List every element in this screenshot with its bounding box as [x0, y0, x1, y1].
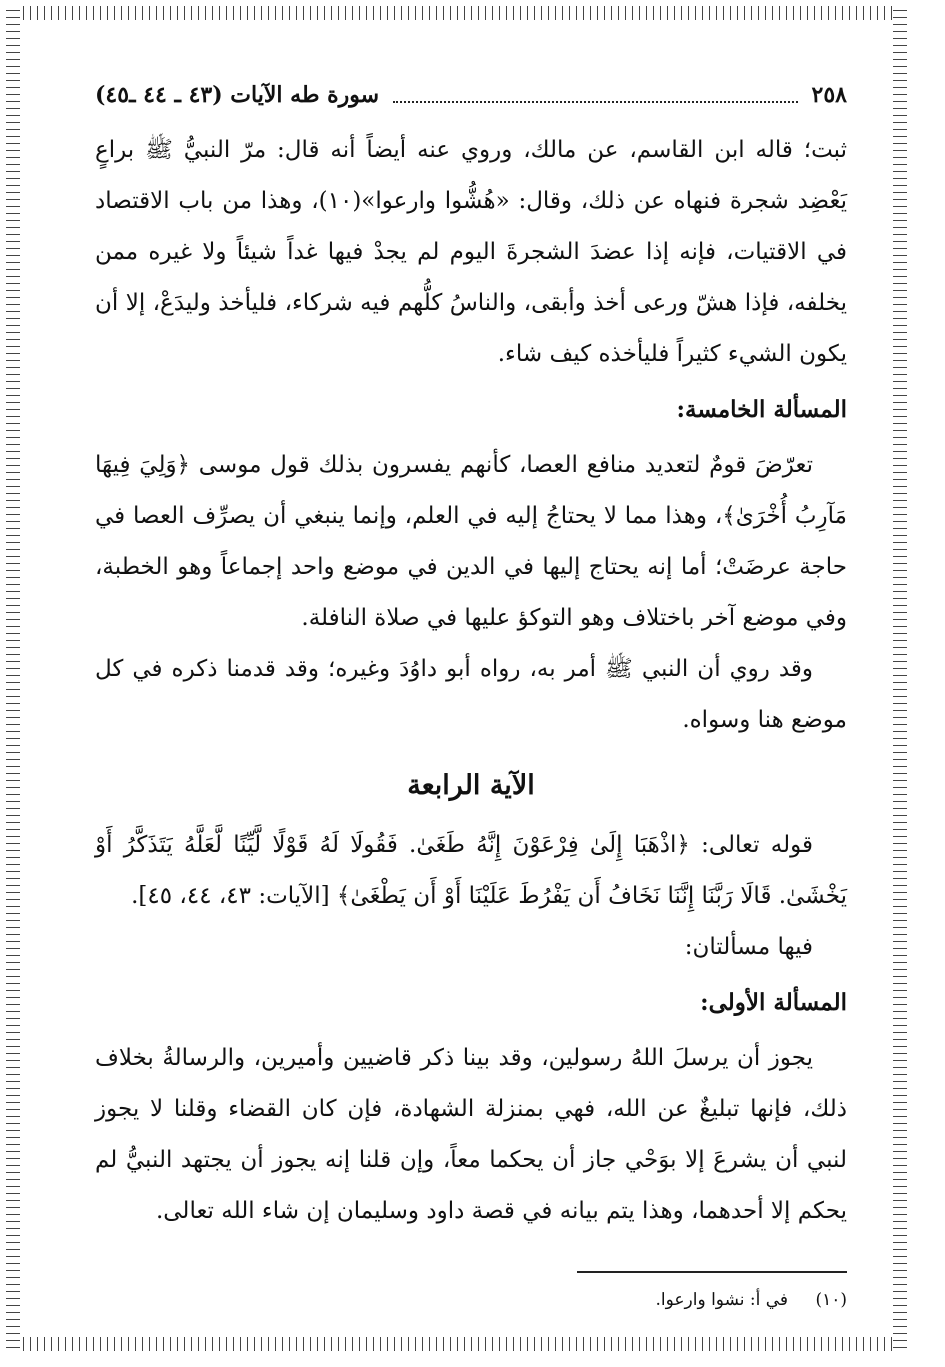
page-number: ٢٥٨ [811, 82, 847, 108]
footnote-text: في أ: نشوا وارعوا. [655, 1290, 789, 1310]
border-bottom-ornament [6, 1337, 907, 1351]
running-title: سورة طه الآيات (٤٣ ـ ٤٤ ـ٤٥) [95, 82, 380, 108]
header-dot-leader [393, 87, 797, 103]
footnote-separator [577, 1271, 847, 1273]
paragraph-4: قوله تعالى: ﴿اذْهَبَا إِلَىٰ فِرْعَوْنَ إِنَّهُ طَغَىٰ. فَقُولَا لَهُ قَوْلًا لَّيِّنًا لَّعَلَّهُ يَتَذَكَّرُ أَوْ يَخْشَىٰ. قَالَا رَبَّنَا إِنَّنَا نَخَافُ أَن يَفْرُطَ عَلَيْنَا أَوْ أَن يَطْغَىٰ﴾ [الآيات: ٤٣، ٤٤، ٤٥]. [95, 832, 847, 909]
running-header [95, 75, 847, 115]
paragraph-2: تعرّضَ قومٌ لتعديد منافع العصا، كأنهم يفسرون بذلك قول موسى ﴿وَلِيَ فِيهَا مَآرِبُ أُخْرَىٰ﴾، وهذا مما لا يحتاجُ إليه في العلم، وإنما ينبغي أن يصرِّف العصا في حاجة عرضَتْ؛ أما إنه يحتاج إليها في الدين في موضع واحد إجماعاً وهو الخطبة، وفي موضع آخر باختلاف وهو التوكؤ عليها في صلاة النافلة. [95, 452, 847, 631]
border-top-ornament [6, 6, 907, 20]
section-title: الآية الرابعة [407, 770, 535, 801]
footnote-number: (١٠) [815, 1290, 847, 1310]
paragraph-3: وقد روي أن النبي ﷺ أمر به، رواه أبو داوُدَ وغيره؛ وقد قدمنا ذكره في كل موضع هنا وسواه. [95, 656, 847, 733]
paragraph-6: يجوز أن يرسلَ اللهُ رسولين، وقد بينا ذكر قاضيين وأميرين، والرسالةُ بخلاف ذلك، فإنها تبليغٌ عن الله، فهي بمنزلة الشهادة، فإن كان القضاء وقلنا لا يجوز لنبي أن يشرعَ إلا بوَحْي جاز أن يحكما معاً، وإن قلنا إنه يجوز أن يجتهد النبيُّ لم يحكم إلا أحدهما، وهذا يتم بيانه في قصة داود وسليمان إن شاء الله تعالى. [95, 1045, 847, 1224]
footnote [95, 1285, 847, 1315]
heading-fifth-issue: المسألة الخامسة: [676, 396, 847, 423]
heading-first-issue: المسألة الأولى: [700, 989, 847, 1016]
paragraph-1: ثبت؛ قاله ابن القاسم، عن مالك، وروي عنه أيضاً أنه قال: مرّ النبيُّ ﷺ براعٍ يَعْضِد شجرة فنهاه عن ذلك، وقال: «هُشُّوا وارعوا»(١٠)، وهذا من باب الاقتصاد في الاقتيات، فإنه إذا عضدَ الشجرةَ اليوم لم يجدْ فيها غداً شيئاً ولا غيره ممن يخلفه، فإذا هشّ ورعى أخذ وأبقى، والناسُ كلُّهم فيه شركاء، فليأخذ وليدَعْ، إلا أن يكون الشيء كثيراً فليأخذه كيف شاء. [95, 137, 848, 367]
border-left-ornament [6, 6, 20, 1351]
page-content [95, 75, 847, 1315]
border-right-ornament [893, 6, 907, 1351]
paragraph-5: فيها مسألتان: [684, 934, 813, 960]
